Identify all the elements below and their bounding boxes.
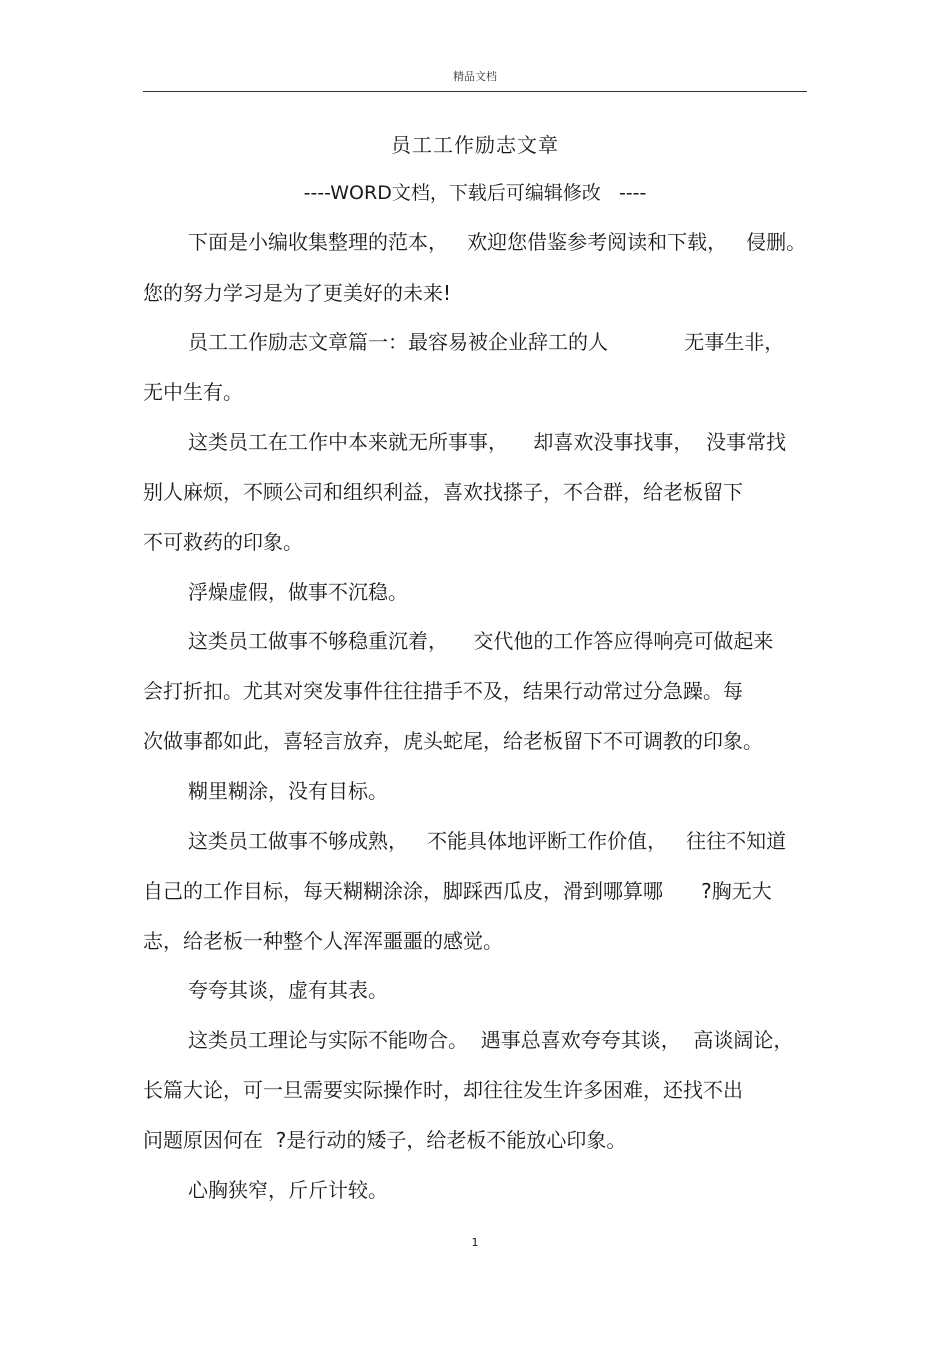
body-line: 您的努力学习是为了更美好的未来!	[143, 281, 452, 305]
body-line: 问题原因何在 ?是行动的矮子，给老板不能放心印象。	[143, 1128, 627, 1152]
document-title: 员工工作励志文章	[391, 133, 559, 157]
body-line: 志，给老板一种整个人浑浑噩噩的感觉。	[143, 929, 503, 953]
header-divider	[143, 91, 807, 92]
body-line: 长篇大论，可一旦需要实际操作时，却往往发生许多困难，还找不出	[143, 1078, 743, 1102]
body-line: 不可救药的印象。	[143, 530, 303, 554]
page-header-label: 精品文档	[453, 70, 497, 83]
body-line: 这类员工做事不够成熟， 不能具体地评断工作价值， 往往不知道	[188, 829, 787, 853]
document-subtitle: ----WORD文档，下载后可编辑修改 ----	[303, 182, 647, 204]
body-line: 夸夸其谈，虚有其表。	[188, 978, 388, 1002]
body-line: 员工工作励志文章篇一：最容易被企业辞工的人 无事生非，	[188, 330, 785, 354]
body-line: 自己的工作目标，每天糊糊涂涂，脚踩西瓜皮，滑到哪算哪 ?胸无大	[143, 879, 772, 903]
body-line: 糊里糊涂，没有目标。	[188, 779, 388, 803]
body-line: 无中生有。	[143, 380, 243, 404]
body-line: 这类员工在工作中本来就无所事事， 却喜欢没事找事， 没事常找	[188, 430, 787, 454]
body-line: 这类员工理论与实际不能吻合。 遇事总喜欢夸夸其谈， 高谈阔论，	[188, 1028, 794, 1052]
body-line: 会打折扣。尤其对突发事件往往措手不及，结果行动常过分急躁。每	[143, 679, 743, 703]
body-line: 心胸狭窄，斤斤计较。	[188, 1178, 388, 1202]
page-number: 1	[471, 1236, 479, 1249]
body-line: 别人麻烦，不顾公司和组织利益，喜欢找搽子，不合群，给老板留下	[143, 480, 743, 504]
body-line: 这类员工做事不够稳重沉着， 交代他的工作答应得响亮可做起来	[188, 629, 774, 653]
body-line: 下面是小编收集整理的范本， 欢迎您借鉴参考阅读和下载， 侵删。	[188, 230, 807, 254]
body-line: 次做事都如此，喜轻言放弃，虎头蛇尾，给老板留下不可调教的印象。	[143, 729, 763, 753]
body-line: 浮燥虚假，做事不沉稳。	[188, 580, 408, 604]
